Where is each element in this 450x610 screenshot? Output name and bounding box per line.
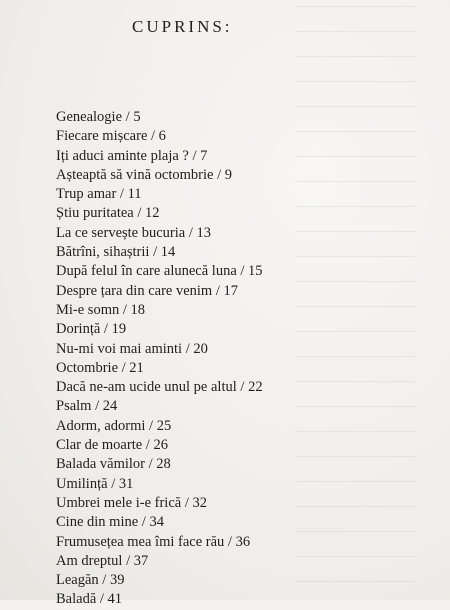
toc-entry-page: 41 [107, 591, 123, 608]
toc-entry [56, 320, 263, 339]
toc-entry-title: Fiecare mișcare [56, 128, 148, 145]
toc-entry-page: 18 [130, 301, 146, 318]
toc-entry [56, 282, 263, 301]
toc-entry-title: Dacă ne-am ucide unul pe altul [56, 379, 237, 396]
toc-entry [56, 533, 263, 552]
toc-entry-title: Clar de moarte [56, 437, 143, 454]
toc-separator: / [236, 263, 249, 280]
toc-entry [56, 436, 263, 455]
toc-entry-title: La ce servește bucuria [56, 224, 186, 241]
toc-entry-page: 19 [111, 321, 127, 338]
toc-separator: / [188, 147, 201, 164]
toc-entry [56, 340, 263, 359]
toc-entry [56, 552, 263, 571]
toc-entry-title: Umbrei mele i-e frică [56, 494, 182, 511]
toc-entry-title: Știu puritatea [56, 205, 134, 222]
toc-entry-page: 7 [200, 147, 208, 164]
toc-entry-page: 22 [248, 379, 263, 396]
toc-entry-title: Cine din mine [56, 514, 139, 531]
toc-separator: / [213, 166, 225, 183]
toc-entry [56, 224, 263, 243]
toc-entry [56, 397, 263, 416]
toc-entry [56, 262, 263, 281]
toc-entry-page: 20 [193, 340, 208, 357]
table-of-contents [56, 108, 263, 610]
toc-entry [56, 127, 263, 146]
toc-separator: / [182, 340, 194, 357]
toc-separator: / [185, 224, 197, 241]
toc-entry-title: Leagăn [56, 572, 99, 589]
toc-entry-title: Psalm [56, 398, 92, 415]
toc-entry-title: Bătrîni, sihaștrii [56, 244, 150, 261]
toc-entry-title: Adorm, adormi [56, 417, 146, 434]
toc-entry-page: 36 [235, 533, 251, 550]
toc-entry-title: Octombrie [56, 359, 119, 376]
toc-separator: / [212, 282, 224, 299]
toc-entry-page: 26 [153, 437, 168, 454]
toc-entry [56, 166, 263, 185]
toc-entry [56, 475, 263, 494]
toc-entry-page: 13 [196, 224, 211, 241]
toc-entry-page: 37 [133, 552, 149, 569]
toc-entry-page: 24 [102, 398, 118, 415]
toc-entry-page: 9 [224, 166, 232, 183]
toc-separator: / [122, 552, 134, 569]
toc-separator: / [116, 186, 128, 203]
toc-entry-title: Mi-e somn [56, 301, 120, 318]
toc-entry [56, 513, 263, 532]
toc-entry-page: 11 [127, 186, 142, 203]
toc-entry [56, 494, 263, 513]
toc-entry-title: Dorință [56, 321, 101, 338]
toc-entry [56, 359, 263, 378]
toc-separator: / [181, 494, 193, 511]
toc-separator: / [147, 128, 159, 145]
toc-entry-page: 5 [133, 109, 141, 125]
toc-entry-page: 14 [160, 244, 176, 261]
toc-separator: / [144, 456, 157, 473]
toc-entry-title: Iți aduci aminte plaja ? [56, 147, 189, 164]
toc-separator: / [236, 379, 249, 396]
toc-separator: / [96, 591, 108, 608]
toc-entry-page: 6 [158, 128, 166, 145]
toc-entry-title: După felul în care alunecă luna [56, 263, 237, 280]
toc-entry-title: Genealogie [56, 109, 123, 125]
toc-entry-page: 34 [149, 514, 164, 531]
toc-separator: / [119, 301, 131, 318]
toc-entry [56, 147, 263, 166]
toc-entry-title: Frumusețea mea îmi face rău [56, 533, 225, 550]
toc-entry-title: Am dreptul [56, 552, 123, 569]
toc-entry-page: 17 [223, 282, 238, 299]
toc-entry-page: 32 [192, 494, 207, 511]
toc-entry-title: Balada vămilor [56, 456, 145, 473]
bleed-through-text [296, 0, 450, 600]
toc-entry [56, 455, 263, 474]
toc-entry-page: 21 [129, 359, 144, 376]
toc-separator: / [118, 359, 130, 376]
toc-separator: / [100, 321, 112, 338]
toc-entry [56, 417, 263, 436]
toc-entry-page: 31 [118, 475, 134, 492]
toc-separator: / [149, 244, 161, 261]
toc-entry [56, 378, 263, 397]
toc-entry [56, 243, 263, 262]
toc-entry-title: Trup amar [56, 186, 117, 203]
toc-entry-title: Nu-mi voi mai aminti [56, 340, 183, 357]
toc-entry [56, 185, 263, 204]
page-title: CUPRINS: [132, 17, 233, 37]
toc-entry [56, 108, 263, 127]
toc-separator: / [122, 109, 134, 125]
toc-entry [56, 301, 263, 320]
toc-entry [56, 590, 263, 609]
toc-separator: / [133, 205, 145, 222]
toc-separator: / [145, 417, 157, 434]
toc-separator: / [138, 514, 150, 531]
toc-entry-title: Baladă [56, 591, 97, 608]
toc-entry-title: Despre țara din care venim [56, 282, 213, 299]
toc-entry-page: 39 [109, 572, 125, 589]
toc-separator: / [224, 533, 236, 550]
toc-entry-page: 25 [156, 417, 172, 434]
toc-entry [56, 571, 263, 590]
toc-separator: / [91, 398, 103, 415]
toc-entry-title: Așteaptă să vină octombrie [56, 166, 214, 183]
toc-entry-title: Umilință [56, 475, 108, 492]
toc-separator: / [142, 437, 154, 454]
toc-entry-page: 15 [248, 263, 263, 280]
toc-separator: / [107, 475, 119, 492]
toc-entry-page: 12 [145, 205, 160, 222]
toc-separator: / [98, 572, 110, 589]
toc-entry-page: 28 [156, 456, 171, 473]
toc-entry [56, 204, 263, 223]
